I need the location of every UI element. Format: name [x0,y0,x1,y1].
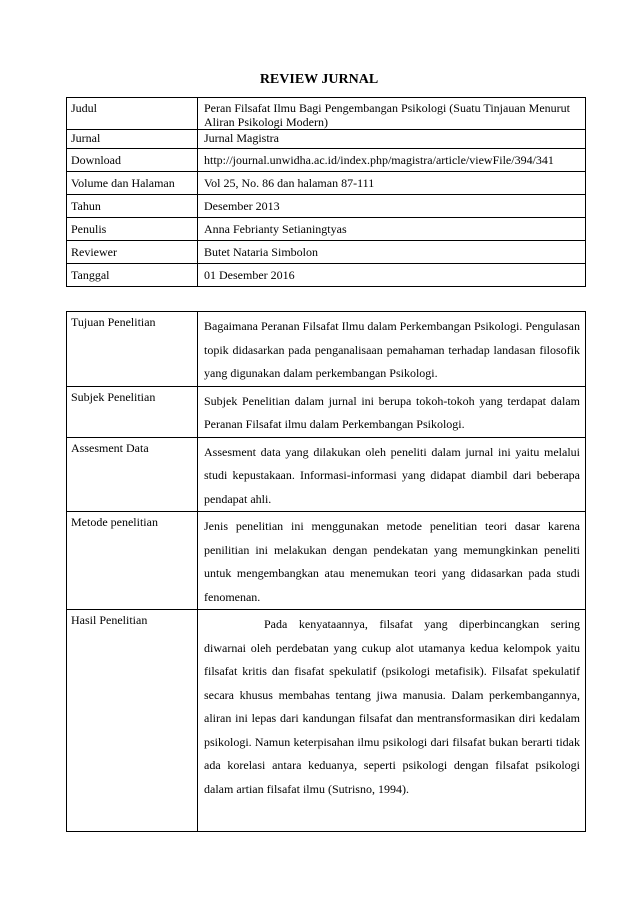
info-value: Butet Nataria Simbolon [198,241,586,264]
review-table [66,311,586,832]
review-row-metode [67,512,586,610]
review-label: Subjek Penelitian [67,386,198,437]
info-value: Peran Filsafat Ilmu Bagi Pengembangan Psikologi (Suatu Tinjauan Menurut Aliran Psikologi Modern) [198,98,586,130]
info-label: Reviewer [67,241,198,264]
review-row-tujuan [67,312,586,387]
review-label: Hasil Penelitian [67,610,198,832]
review-label: Tujuan Penelitian [67,312,198,387]
info-value: Jurnal Magistra [198,130,586,149]
info-label: Tanggal [67,264,198,287]
info-value: Desember 2013 [198,195,586,218]
review-row-assesment [67,437,586,512]
info-row-judul [67,98,586,130]
info-value: 01 Desember 2016 [198,264,586,287]
review-text: Pada kenyataannya, filsafat yang diperbincangkan sering diwarnai oleh perdebatan yang cukup alot utamanya kedua kelompok yaitu filsafat kritis dan fisafat spekulatif (psikologi metafisik). Filsafat spekulatif secara khusus membahas tentang jiwa manusia. Dalam perkembangannya, aliran ini lepas dari kandungan filsafat dan mentransformasikan diri kedalam psikologi. Namun keterpisahan ilmu psikologi dari filsafat bukan berarti tidak ada korelasi antara keduanya, seperti psikologi dengan filsafat psikologi dalam artian filsafat ilmu (Sutrisno, 1994). [198,610,586,832]
review-text: Bagaimana Peranan Filsafat Ilmu dalam Perkembangan Psikologi. Pengulasan topik didasarkan pada penganalisaan pemahaman terhadap landasan filosofik yang digunakan dalam perkembangan Psikologi. [198,312,586,387]
review-text: Jenis penelitian ini menggunakan metode penelitian teori dasar karena penilitian ini melakukan dengan pendekatan yang memungkinkan peneliti untuk mengembangkan atau menemukan teori yang didasarkan pada studi fenomenan. [198,512,586,610]
info-row-reviewer [67,241,586,264]
info-label: Download [67,149,198,172]
info-row-jurnal [67,130,586,149]
review-text: Assesment data yang dilakukan oleh peneliti dalam jurnal ini yaitu melalui studi kepustakaan. Informasi-informasi yang didapat diambil dari beberapa pendapat ahli. [198,437,586,512]
info-row-tanggal [67,264,586,287]
info-row-tahun [67,195,586,218]
info-value: Vol 25, No. 86 dan halaman 87-111 [198,172,586,195]
review-row-subjek [67,386,586,437]
info-label: Volume dan Halaman [67,172,198,195]
review-row-hasil [67,610,586,832]
info-label: Jurnal [67,130,198,149]
info-label: Penulis [67,218,198,241]
page-title: REVIEW JURNAL [259,72,379,87]
info-label: Tahun [67,195,198,218]
info-row-download [67,149,586,172]
info-row-penulis [67,218,586,241]
review-label: Metode penelitian [67,512,198,610]
review-text: Subjek Penelitian dalam jurnal ini berupa tokoh-tokoh yang terdapat dalam Peranan Filsafat ilmu dalam Perkembangan Psikologi. [198,386,586,437]
info-value: Anna Febrianty Setianingtyas [198,218,586,241]
info-label: Judul [67,98,198,130]
review-label: Assesment Data [67,437,198,512]
info-value-link: http://journal.unwidha.ac.id/index.php/magistra/article/viewFile/394/341 [198,149,586,172]
info-row-volume [67,172,586,195]
journal-info-table [66,97,586,287]
